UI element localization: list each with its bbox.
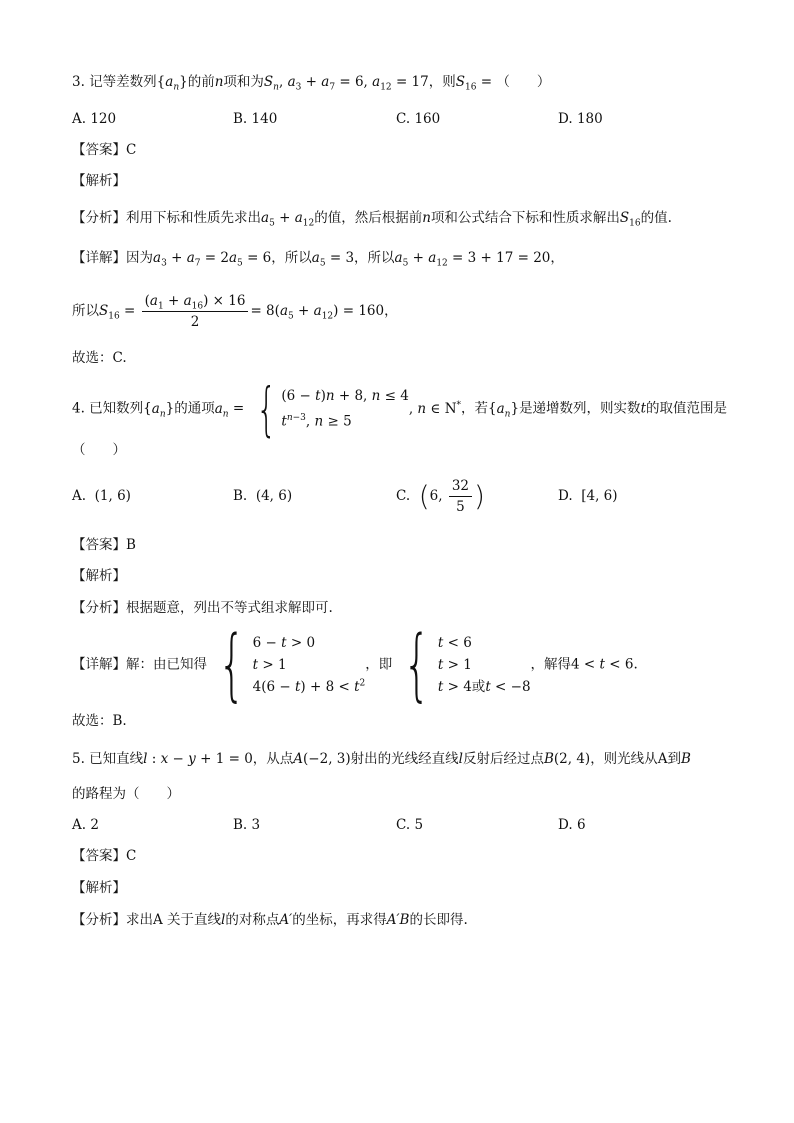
q3-fraction: $\frac{(a_1 + a_{16}) \times 16}{2}$ (142, 292, 249, 331)
q4-detail: 【详解】解：由已知得 { 6 − t > 0 t > 1 $4(6 - t) + 8 < t^2$ ，即 { t < 6 t > 1 t > 4或t < −8 ，解得4 < t < 6. (72, 620, 638, 710)
q4-system-1: { 6 − t > 0 t > 1 $4(6 - t) + 8 < t^2$ (218, 620, 366, 710)
q4-fenxi: 【分析】根据题意，列出不等式组求解即可. (72, 600, 333, 616)
q5-stem-line2: 的路程为（ ） (72, 786, 180, 802)
q4-piecewise: { (6 − t)n + 8, n ≤ 4 $t^{n-3}$, n ≥ 5 (256, 375, 409, 443)
q3-stem-text: （ ） (496, 74, 551, 90)
q3-stem-text: 3. 记等差数列 (72, 74, 157, 90)
q3-s16-formula: 所以$S_{16}$ = $\frac{(a_1 + a_{16}) \times 16}{2}$ = $8(a_5 + a_{12}) = 160$， (72, 293, 398, 330)
q4-analysis-tag: 【解析】 (72, 568, 126, 584)
q4-guxuan: 故选：B. (72, 713, 127, 729)
q5-option-d[interactable]: D. 6 (558, 817, 586, 833)
q3-option-a[interactable]: A. 120 (72, 111, 117, 127)
q3-stem-text: 项和为 (223, 74, 264, 90)
q4-option-c[interactable]: C. (6, $\frac{32}{5}$ ) (396, 478, 485, 515)
q5-fenxi: 【分析】求出A 关于直线l的对称点A′的坐标，再求得A′B的长即得. (72, 912, 468, 928)
q5-option-a[interactable]: A. 2 (72, 817, 99, 833)
q4-option-b[interactable]: B. (4, 6) (233, 488, 293, 504)
q5-stem: 5. 已知直线l : x − y + 1 = 0，从点A(−2, 3)射出的光线经直线l反射后经过点B(2, 4)，则光线从A到B (72, 751, 691, 767)
q5-option-c[interactable]: C. 5 (396, 817, 424, 833)
q3-option-b[interactable]: B. 140 (233, 111, 278, 127)
q4-option-d[interactable]: D. [4, 6) (558, 488, 618, 504)
q3-option-c[interactable]: C. 160 (396, 111, 441, 127)
q5-analysis-tag: 【解析】 (72, 880, 126, 896)
q4-paren: （ ） (72, 442, 126, 458)
q3-stem-text: ，则 (428, 74, 456, 90)
q3-stem-text: 的前 (187, 74, 215, 90)
q3-answer: 【答案】C (72, 142, 137, 158)
q3-fenxi: 【分析】利用下标和性质先求出$a_5 + a_{12}$的值，然后根据前n项和公式结合下标和性质求解出$S_{16}$的值. (72, 210, 672, 229)
q4-answer: 【答案】B (72, 537, 136, 553)
q5-answer: 【答案】C (72, 848, 137, 864)
q4-stem: 4. 已知数列$\{a_n\}$的通项$a_n$ = { (6 − t)n + 8, n ≤ 4 $t^{n-3}$, n ≥ 5 , n ∈ N*，若$\{a_n\}$是递增数列，则实数t的取值范围是 (72, 375, 727, 443)
q3-guxuan: 故选：C. (72, 350, 127, 366)
q3-analysis-tag: 【解析】 (72, 173, 126, 189)
q3-detail: 【详解】因为$a_3 + a_7 = 2a_5 = 6$，所以$a_5 = 3$，所以$a_5 + a_{12} = 3 + 17 = 20$， (72, 250, 564, 269)
q5-option-b[interactable]: B. 3 (233, 817, 261, 833)
q3-stem: 3. 记等差数列$\{a_n\}$的前n项和为$S_n$, $a_3 + a_7 = 6$, $a_{12} = 17$，则$S_{16}$ = （ ） (72, 74, 551, 93)
q4-system-2: { t < 6 t > 1 t > 4或t < −8 (403, 620, 531, 710)
q4-option-a[interactable]: A. (1, 6) (72, 488, 131, 504)
q3-option-d[interactable]: D. 180 (558, 111, 603, 127)
